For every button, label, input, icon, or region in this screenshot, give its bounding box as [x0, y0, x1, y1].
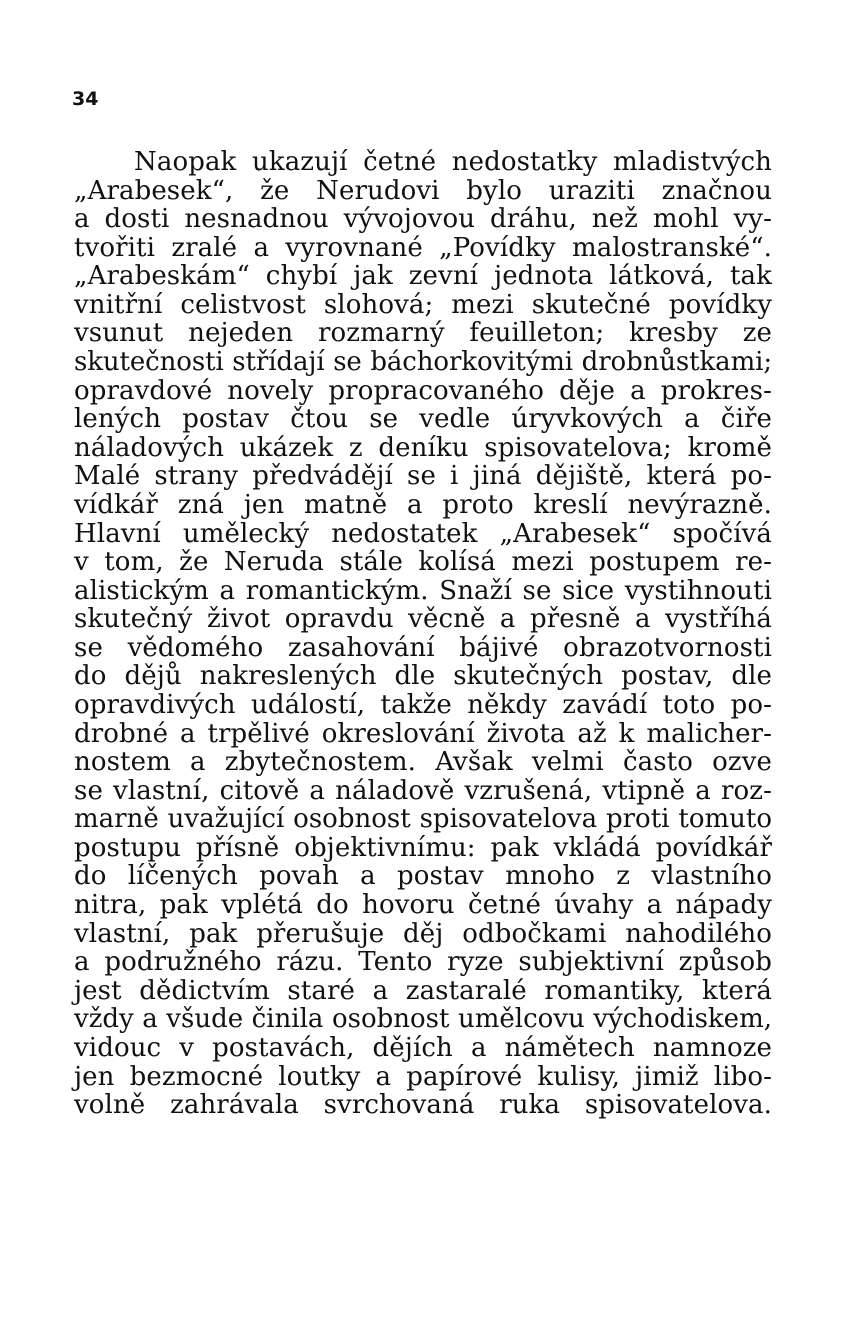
- text-line: lených postav čtou se vedle úryvkových a čiře: [74, 404, 772, 435]
- text-line: do líčených povah a postav mnoho z vlastního: [74, 861, 772, 892]
- text-line: vždy a všude činila osobnost umělcovu východiskem,: [74, 1004, 772, 1035]
- text-line: tvořiti zralé a vyrovnané „Povídky malostranské“.: [74, 232, 772, 263]
- text-line: drobné a trpělivé okreslování života až k malicher-: [74, 718, 772, 749]
- text-line: postupu přísně objektivnímu: pak vkládá povídkář: [74, 832, 772, 863]
- text-line: jest dědictvím staré a zastaralé romantiky, která: [74, 975, 772, 1006]
- text-line: vnitřní celistvost slohová; mezi skutečné povídky: [74, 289, 772, 320]
- text-line: skutečnosti střídají se báchorkovitými drobnůstkami;: [74, 347, 772, 378]
- page-number: 34: [72, 88, 99, 110]
- body-paragraph: [74, 148, 772, 1120]
- text-line: opravdové novely propracovaného děje a prokres-: [74, 375, 772, 406]
- text-line: „Arabeskám“ chybí jak zevní jednota látková, tak: [74, 261, 772, 292]
- text-line: opravdivých událostí, takže někdy zavádí toto po-: [74, 689, 772, 720]
- text-line: a podružného rázu. Tento ryze subjektivní způsob: [74, 947, 772, 978]
- text-line: Naopak ukazují četné nedostatky mladistvých: [134, 147, 772, 177]
- text-line: v tom, že Neruda stále kolísá mezi postupem re-: [74, 547, 772, 578]
- text-line: vlastní, pak přerušuje děj odbočkami nahodilého: [74, 918, 772, 949]
- text-line: nitra, pak vplétá do hovoru četné úvahy a nápady: [74, 890, 772, 921]
- text-line: jen bezmocné loutky a papírové kulisy, jimiž libo-: [74, 1061, 772, 1092]
- text-line: skutečný život opravdu věcně a přesně a vystříhá: [74, 604, 772, 635]
- text-line: Malé strany předvádějí se i jiná dějiště, která po-: [74, 461, 772, 492]
- text-line: „Arabesek“, že Nerudovi bylo uraziti značnou: [74, 175, 772, 206]
- text-line: a dosti nesnadnou vývojovou dráhu, než mohl vy-: [74, 204, 772, 235]
- text-line: volně zahrávala svrchovaná ruka spisovatelova.: [74, 1090, 772, 1121]
- text-line: Hlavní umělecký nedostatek „Arabesek“ spočívá: [74, 518, 772, 549]
- text-line: náladových ukázek z deníku spisovatelova; kromě: [74, 432, 772, 463]
- text-line: se vědomého zasahování bájivé obrazotvornosti: [74, 632, 772, 663]
- text-line: marně uvažující osobnost spisovatelova proti tomuto: [74, 804, 772, 835]
- text-line: vsunut nejeden rozmarný feuilleton; kresby ze: [74, 318, 772, 349]
- text-line: vidouc v postavách, dějích a námětech namnoze: [74, 1032, 772, 1063]
- text-line: se vlastní, citově a náladově vzrušená, vtipně a roz-: [74, 775, 772, 806]
- text-line: nostem a zbytečnostem. Avšak velmi často ozve: [74, 747, 772, 778]
- text-line: vídkář zná jen matně a proto kreslí nevýrazně.: [74, 489, 772, 520]
- text-line: do dějů nakreslených dle skutečných postav, dle: [74, 661, 772, 692]
- text-line: alistickým a romantickým. Snaží se sice vystihnouti: [74, 575, 772, 606]
